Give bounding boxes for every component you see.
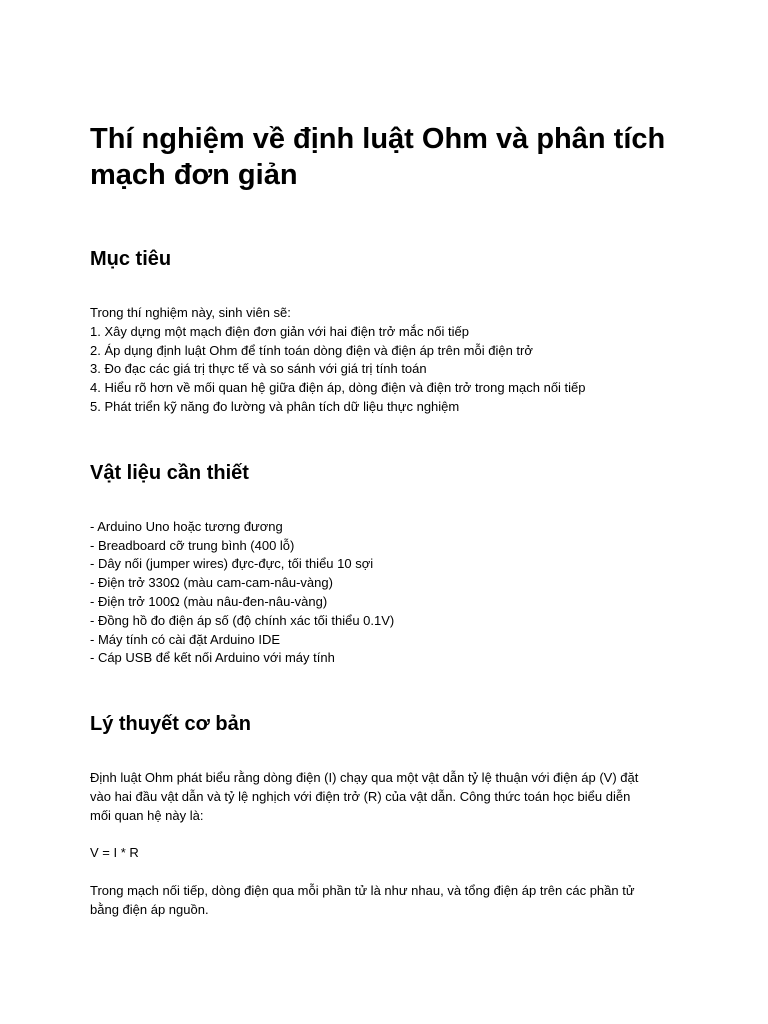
material-item: - Điện trở 330Ω (màu cam-cam-nâu-vàng) xyxy=(90,575,333,591)
objective-item: 5. Phát triển kỹ năng đo lường và phân tích dữ liệu thực nghiệm xyxy=(90,398,460,414)
section-heading-materials: Vật liệu cần thiết xyxy=(90,461,249,484)
paragraph-spacer xyxy=(90,863,678,882)
theory-paragraph-line: vào hai đầu vật dẫn và tỷ lệ nghịch với điện trở (R) của vật dẫn. Công thức toán học biểu diễn xyxy=(90,788,631,804)
document-title: Thí nghiệm về định luật Ohm và phân tích mạch đơn giản xyxy=(90,123,666,191)
material-item: - Điện trở 100Ω (màu nâu-đen-nâu-vàng) xyxy=(90,593,328,609)
theory-paragraph-line: bằng điện áp nguồn. xyxy=(90,901,209,917)
material-item: - Dây nối (jumper wires) đực-đực, tối thiểu 10 sợi xyxy=(90,556,374,572)
objective-item: 4. Hiểu rõ hơn về mối quan hệ giữa điện áp, dòng điện và điện trở trong mạch nối tiếp xyxy=(90,380,586,396)
theory-paragraph-line: mối quan hệ này là: xyxy=(90,807,204,823)
ohm-formula: V = I * R xyxy=(90,845,139,861)
material-item: - Breadboard cỡ trung bình (400 lỗ) xyxy=(90,537,295,553)
section-heading-theory: Lý thuyết cơ bản xyxy=(90,713,251,736)
theory-paragraph-line: Trong mạch nối tiếp, dòng điện qua mỗi phần tử là như nhau, và tổng điện áp trên các phần tử xyxy=(90,882,635,898)
paragraph-spacer xyxy=(90,826,678,845)
theory-paragraph-line: Định luật Ohm phát biểu rằng dòng điện (I) chạy qua một vật dẫn tỷ lệ thuận với điện áp (V) đặt xyxy=(90,770,639,786)
objectives-intro: Trong thí nghiệm này, sinh viên sẽ: xyxy=(90,305,291,320)
theory-body xyxy=(90,769,678,919)
objectives-body xyxy=(90,304,678,417)
objective-item: 2. Áp dụng định luật Ohm để tính toán dòng điện và điện áp trên mỗi điện trở xyxy=(90,342,533,358)
materials-list xyxy=(90,518,678,668)
objective-item: 3. Đo đạc các giá trị thực tế và so sánh với giá trị tính toán xyxy=(90,361,427,377)
material-item: - Máy tính có cài đặt Arduino IDE xyxy=(90,631,281,647)
section-heading-objectives: Mục tiêu xyxy=(90,248,172,270)
objective-item: 1. Xây dựng một mạch điện đơn giản với hai điện trở mắc nối tiếp xyxy=(90,323,469,339)
material-item: - Cáp USB để kết nối Arduino với máy tính xyxy=(90,650,335,666)
material-item: - Arduino Uno hoặc tương đương xyxy=(90,518,283,534)
material-item: - Đồng hồ đo điện áp số (độ chính xác tối thiểu 0.1V) xyxy=(90,612,395,628)
